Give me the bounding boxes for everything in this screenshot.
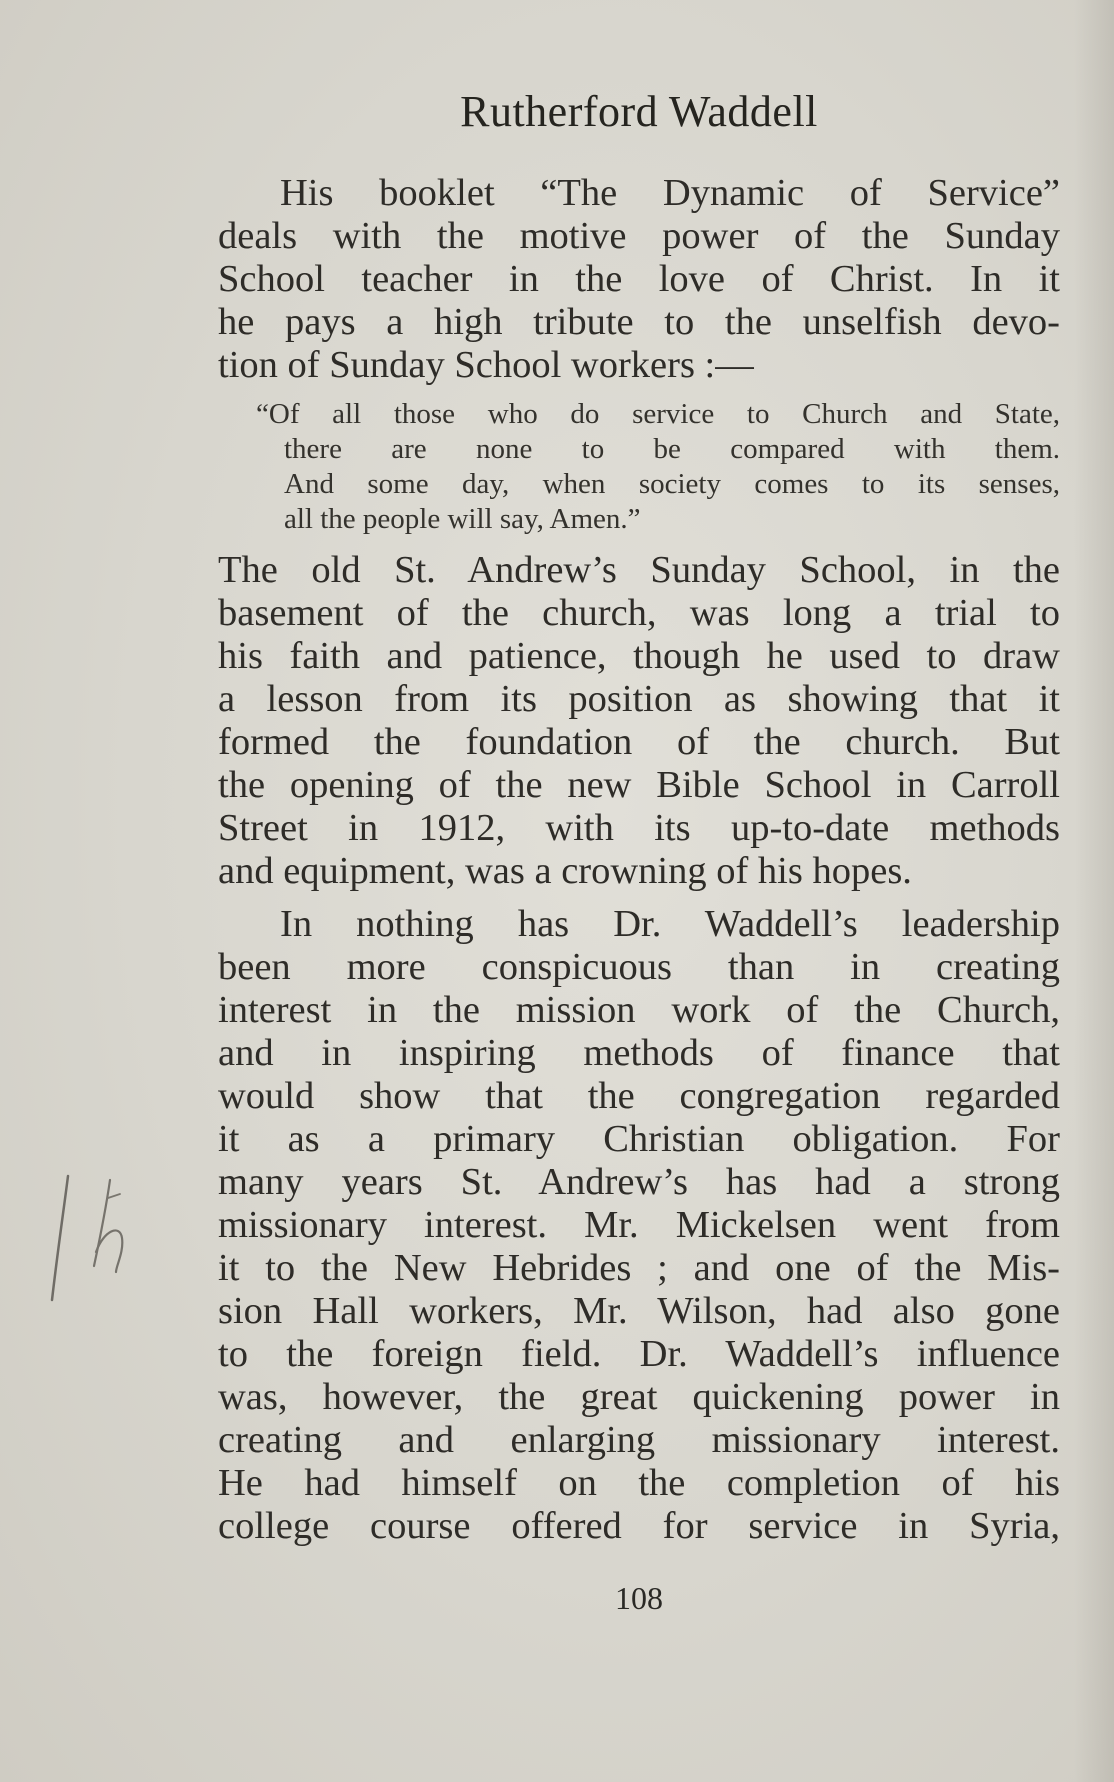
pencil-margin-note xyxy=(24,1168,134,1318)
text-line: a lesson from its position as showing that it xyxy=(218,678,1060,720)
block-quote xyxy=(256,397,1060,537)
text-line: His booklet “The Dynamic of Service” xyxy=(280,172,1060,214)
paragraph-3 xyxy=(218,903,1060,1548)
text-line: Street in 1912, with its up-to-date methods xyxy=(218,807,1060,849)
text-line: many years St. Andrew’s has had a strong xyxy=(218,1161,1060,1203)
text-line: missionary interest. Mr. Mickelsen went from xyxy=(218,1204,1060,1246)
quote-line: “Of all those who do service to Church and State, xyxy=(256,398,1060,430)
text-line: He had himself on the completion of his xyxy=(218,1462,1060,1504)
text-line: formed the foundation of the church. But xyxy=(218,721,1060,763)
quote-line: there are none to be compared with them. xyxy=(284,433,1060,465)
text-line: his faith and patience, though he used to draw xyxy=(218,635,1060,677)
text-line: it to the New Hebrides ; and one of the Mis- xyxy=(218,1247,1060,1289)
quote-line: all the people will say, Amen.” xyxy=(284,503,641,535)
quote-line: And some day, when society comes to its senses, xyxy=(284,468,1060,500)
text-line: the opening of the new Bible School in Carroll xyxy=(218,764,1060,806)
page-number: 108 xyxy=(615,1580,663,1616)
running-head: Rutherford Waddell xyxy=(460,87,818,136)
text-line: he pays a high tribute to the unselfish devo- xyxy=(218,301,1060,343)
text-line: The old St. Andrew’s Sunday School, in the xyxy=(218,549,1060,591)
text-line: sion Hall workers, Mr. Wilson, had also gone xyxy=(218,1290,1060,1332)
body-text xyxy=(218,172,1060,1548)
text-line: would show that the congregation regarded xyxy=(218,1075,1060,1117)
text-line: and equipment, was a crowning of his hopes. xyxy=(218,850,912,892)
paragraph-2 xyxy=(218,549,1060,893)
text-line: to the foreign field. Dr. Waddell’s influence xyxy=(218,1333,1060,1375)
text-line: basement of the church, was long a trial to xyxy=(218,592,1060,634)
text-line: tion of Sunday School workers :— xyxy=(218,344,754,386)
text-line: college course offered for service in Syria, xyxy=(218,1505,1060,1547)
text-line: deals with the motive power of the Sunday xyxy=(218,215,1060,257)
text-line: interest in the mission work of the Church, xyxy=(218,989,1060,1031)
text-line: it as a primary Christian obligation. For xyxy=(218,1118,1060,1160)
text-line: In nothing has Dr. Waddell’s leadership xyxy=(280,903,1060,945)
page-edge-shadow xyxy=(1074,0,1114,1782)
text-line: School teacher in the love of Christ. In it xyxy=(218,258,1060,300)
paragraph-1 xyxy=(218,172,1060,387)
text-line: was, however, the great quickening power in xyxy=(218,1376,1060,1418)
text-line: been more conspicuous than in creating xyxy=(218,946,1060,988)
text-line: and in inspiring methods of finance that xyxy=(218,1032,1060,1074)
text-line: creating and enlarging missionary interest. xyxy=(218,1419,1060,1461)
